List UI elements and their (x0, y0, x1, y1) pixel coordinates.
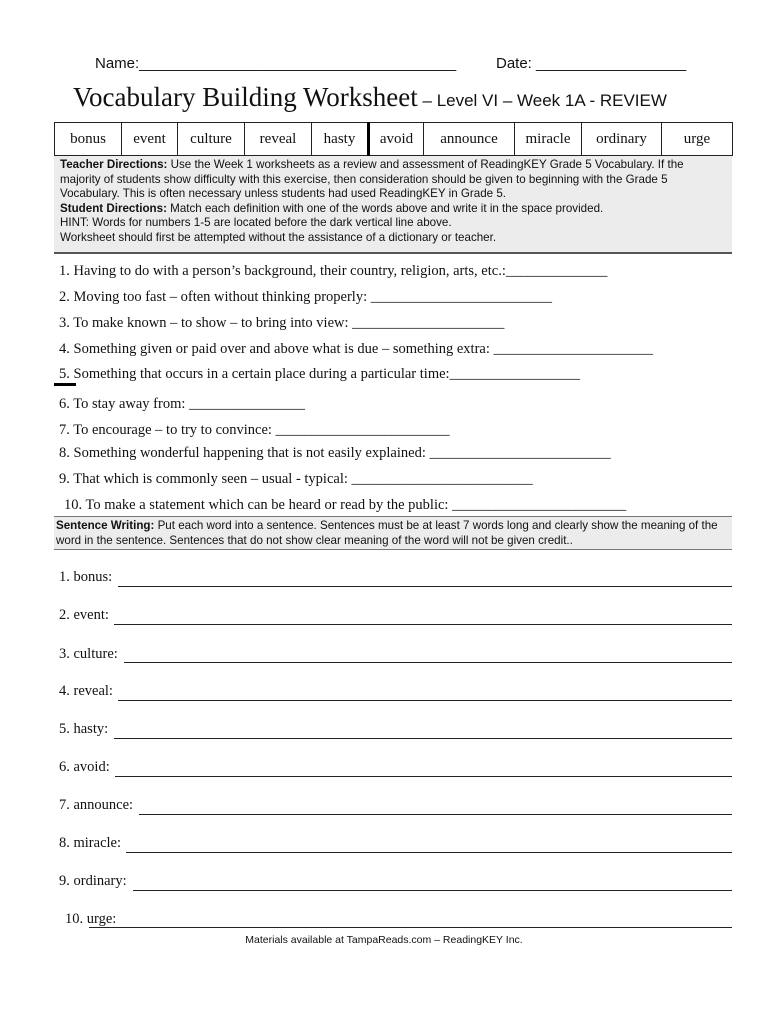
footer-credit: Materials available at TampaReads.com – ReadingKEY Inc. (245, 934, 523, 946)
note-text: Worksheet should first be attempted without the assistance of a dictionary or teacher. (60, 230, 497, 244)
sentence-answer-line[interactable] (133, 890, 732, 891)
sentence-answer-line[interactable] (126, 852, 732, 853)
definition-number: 10. (64, 497, 83, 513)
definition-number: 2. (59, 289, 70, 305)
student-directions-label: Student Directions: (60, 201, 167, 215)
date-field[interactable]: Date: __________________ (496, 55, 687, 72)
teacher-directions-label: Teacher Directions: (60, 158, 168, 171)
sentence-number: 8. (59, 835, 70, 851)
definition-text: Having to do with a person’s background, their country, religion, arts, etc.:______________ (73, 263, 608, 279)
sentence-item (59, 835, 121, 852)
hint-text: HINT: Words for numbers 1-5 are located before the dark vertical line above. (60, 216, 452, 230)
word-bank-item: ordinary (582, 123, 662, 156)
sentence-answer-line[interactable] (115, 776, 732, 777)
definition-item[interactable] (59, 471, 533, 488)
name-field[interactable]: Name:______________________________________ (95, 55, 457, 72)
sentence-number: 10. (65, 911, 84, 927)
sentence-item (59, 759, 110, 776)
sentence-word: announce: (73, 797, 134, 813)
sentence-writing-label: Sentence Writing: (56, 519, 155, 532)
word-bank-item: avoid (369, 123, 424, 156)
sentence-word: culture: (73, 646, 118, 662)
sentence-item (59, 646, 118, 663)
definition-item[interactable] (59, 396, 305, 413)
sentence-number: 7. (59, 797, 70, 813)
definition-number: 5. (59, 366, 70, 382)
title-dash: – (417, 91, 437, 110)
word-bank-item: reveal (245, 123, 312, 156)
sentence-word: bonus: (73, 569, 113, 585)
definition-item[interactable] (59, 315, 504, 332)
sentence-word: hasty: (73, 721, 109, 737)
sentence-answer-line[interactable] (118, 586, 732, 587)
definition-item[interactable] (59, 263, 607, 280)
definition-number: 8. (59, 445, 70, 461)
sentence-number: 9. (59, 873, 70, 889)
definition-text: To encourage – to try to convince: ________________________ (73, 422, 450, 438)
word-bank-item: miracle (515, 123, 582, 156)
word-bank (54, 122, 733, 156)
word-bank-item: hasty (312, 123, 369, 156)
definition-text: Something wonderful happening that is not easily explained: _________________________ (73, 445, 611, 461)
definition-item[interactable] (59, 289, 552, 306)
page-title (73, 82, 667, 113)
definition-item[interactable] (59, 445, 611, 462)
definition-number: 1. (59, 263, 70, 279)
definition-item[interactable] (59, 366, 580, 383)
teacher-directions-text: Use the Week 1 worksheets as a review and assessment of ReadingKEY Grade 5 Vocabulary. If the majority of students show difficulty with this exercise, then consideration should be given to beginning with the Grade 5 Vocabulary. This is often necessary unless students had used ReadingKEY in Grade 5. (60, 158, 684, 201)
word-bank-item: urge (662, 123, 733, 156)
sentence-word: event: (73, 607, 109, 623)
definition-item[interactable] (59, 422, 450, 439)
sentence-item (59, 569, 112, 586)
answer-mark (54, 383, 76, 386)
sentence-answer-line[interactable] (114, 624, 732, 625)
definition-number: 3. (59, 315, 70, 331)
definition-text: To make known – to show – to bring into view: _____________________ (73, 315, 505, 331)
sentence-word: ordinary: (73, 873, 127, 889)
sentence-writing-text: Put each word into a sentence. Sentences must be at least 7 words long and clearly show the meaning of the word in the sentence. Sentences that do not show clear meaning of the word will not be given credit.. (56, 519, 718, 547)
sentence-answer-line[interactable] (114, 738, 732, 739)
sentence-writing-directions (54, 516, 732, 550)
definition-number: 4. (59, 341, 70, 357)
sentence-number: 3. (59, 646, 70, 662)
title-main: Vocabulary Building Worksheet (73, 82, 418, 112)
directions-box (54, 156, 732, 254)
sentence-item (59, 873, 127, 890)
definition-text: That which is commonly seen – usual - typical: _________________________ (73, 471, 533, 487)
sentence-number: 2. (59, 607, 70, 623)
sentence-number: 1. (59, 569, 70, 585)
sentence-word: reveal: (73, 683, 113, 699)
definition-number: 6. (59, 396, 70, 412)
definition-number: 9. (59, 471, 70, 487)
sentence-number: 4. (59, 683, 70, 699)
word-bank-item: announce (424, 123, 515, 156)
definition-text: To make a statement which can be heard or read by the public: ________________________ (85, 497, 627, 513)
word-bank-item: culture (178, 123, 245, 156)
title-subtitle: Level VI – Week 1A - REVIEW (436, 91, 667, 110)
sentence-answer-line[interactable] (139, 814, 732, 815)
definition-text: Moving too fast – often without thinking properly: _________________________ (73, 289, 552, 305)
definition-item[interactable] (59, 341, 653, 358)
sentence-word: urge: (86, 911, 117, 927)
student-directions (60, 202, 726, 217)
sentence-word: miracle: (73, 835, 122, 851)
sentence-word: avoid: (73, 759, 110, 775)
definition-text: Something given or paid over and above what is due – something extra: ______________________ (73, 341, 654, 357)
sentence-item (65, 911, 116, 928)
definition-number: 7. (59, 422, 70, 438)
sentence-item (59, 721, 108, 738)
sentence-number: 6. (59, 759, 70, 775)
teacher-directions (60, 158, 726, 202)
word-bank-item: bonus (55, 123, 122, 156)
sentence-number: 5. (59, 721, 70, 737)
sentence-item (59, 607, 109, 624)
word-bank-item: event (122, 123, 178, 156)
definition-item[interactable] (64, 497, 626, 514)
definition-text: Something that occurs in a certain place during a particular time:__________________ (73, 366, 581, 382)
sentence-item (59, 683, 113, 700)
student-directions-text: Match each definition with one of the words above and write it in the space provided. (166, 201, 604, 215)
sentence-answer-line[interactable] (118, 700, 732, 701)
sentence-answer-line[interactable] (124, 662, 732, 663)
definition-text: To stay away from: ________________ (73, 396, 306, 412)
sentence-answer-line[interactable] (89, 927, 732, 928)
sentence-item (59, 797, 133, 814)
